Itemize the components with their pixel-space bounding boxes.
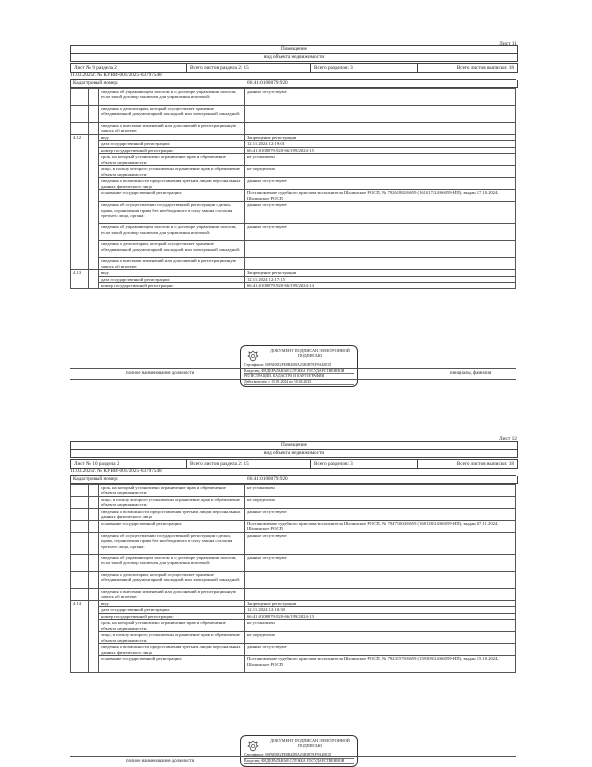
stamp-details: Сертификат: 00F6E8E2FE8B4D8A23B3B7EF9A4BCD Владелец: ФЕДЕРАЛЬНАЯ СЛУЖБА ГОСУДАРСТВЕННОЙ РЕГИСТРАЦИИ, КАДАСТРА И КАРТОГРАФИИ Действителен: с 15.01.2024 по 10.04.2025 <box>244 363 354 385</box>
table-row: номер государственной регистрации: 66:41:0108079:920-66/199/2024-13 <box>71 613 516 619</box>
header-title: Помещение <box>71 46 517 54</box>
stamp-title: ДОКУМЕНТ ПОДПИСАН ЭЛЕКТРОННОЙ ПОДПИСЬЮ <box>270 348 350 358</box>
total-sheets-extract: Всего листов выписки: 18 <box>456 461 514 467</box>
total-sheets-section: Всего листов раздела 2: 15 <box>187 460 311 468</box>
table-row: сведения об управляющем залогом и о договоре управления залогом, если такой договор заключен для управления ипотекой: данные отсутствуют <box>71 89 516 106</box>
document-page-2 <box>0 432 592 767</box>
header-subtitle: вид объекта недвижимости <box>263 450 325 456</box>
date-number: 11.03.2025г. № КУВИ-001/2025-63797548 <box>70 468 516 476</box>
table-row: сведения о возможности предоставления третьим лицам персональных данных физического лица данные отсутствуют <box>71 509 516 521</box>
signature-line <box>70 756 516 767</box>
table-row: 4.12 вид: Запрещение регистрации <box>71 135 516 141</box>
electronic-signature-stamp <box>240 345 358 387</box>
cadastral-label: Кадастровый номер: <box>73 476 119 482</box>
table-row: номер государственной регистрации: 66:41:0108079:920-66/199/2024-15 <box>71 147 516 153</box>
sheet-label: Лист 12 <box>498 436 517 442</box>
sheet-in-section: Лист № 9 раздела 2 <box>71 64 187 72</box>
table-row: сведения о внесении изменений или дополнений в регистрационную запись об ипотеке: <box>71 589 516 601</box>
entry-number: 4.12 <box>71 135 89 270</box>
table-row: лицо, в пользу которого установлены ограничение прав и обременение объекта недвижимости: не определено <box>71 497 516 509</box>
sheet-in-section: Лист № 10 раздела 2 <box>71 460 187 468</box>
initials-caption: инициалы, фамилия <box>450 371 492 376</box>
table-row: сведения о депозитарии, который осуществляет хранение обездвиженной документарной закладной или электронной закладной: <box>71 241 516 258</box>
table-row: 4.13 вид: Запрещение регистрации <box>71 270 516 276</box>
stamp-title: ДОКУМЕНТ ПОДПИСАН ЭЛЕКТРОННОЙ ПОДПИСЬЮ <box>270 738 350 748</box>
table-row: срок, на который установлено ограничение прав и обременение объекта недвижимости: не установлен <box>71 620 516 632</box>
table-row: сведения о депозитарии, который осуществляет хранение обездвиженной документарной закладной или электронной закладной: <box>71 572 516 589</box>
object-header <box>70 45 518 62</box>
table-row: 4.14 вид: Запрещение регистрации <box>71 601 516 607</box>
position-caption: полное наименование должности <box>126 759 195 764</box>
cadastral-value: 66:41:0108079:920 <box>247 476 288 482</box>
table-row: срок, на который установлено ограничение прав и обременение объекта недвижимости: не установлен <box>71 485 516 497</box>
cadastral-number-row <box>70 80 518 88</box>
total-sections: Всего разделов: 3 <box>311 460 418 468</box>
coat-of-arms-icon <box>247 740 259 752</box>
position-caption: полное наименование должности <box>126 371 195 376</box>
table-row: дата государственной регистрации: 12.11.2024 12:10:30 <box>71 607 516 613</box>
sheet-label: Лист 11 <box>499 41 517 47</box>
header-subtitle: вид объекта недвижимости <box>263 54 325 60</box>
table-row: сведения о возможности предоставления третьим лицам персональных данных физического лица данные отсутствуют <box>71 178 516 190</box>
cadastral-label: Кадастровый номер: <box>73 80 119 86</box>
entry-number: 4.14 <box>71 601 89 673</box>
encumbrance-table-1 <box>70 88 516 289</box>
object-header <box>70 441 518 458</box>
total-sheets-extract: Всего листов выписки: 18 <box>456 65 514 71</box>
date-number: 11.03.2025г. № КУВИ-001/2025-63797548 <box>70 72 516 80</box>
table-row: лицо, в пользу которого установлены ограничение прав и обременение объекта недвижимости: не определено <box>71 632 516 644</box>
table-row: сведения о депозитарии, который осуществляет хранение обездвиженной документарной закладной или электронной закладной: <box>71 106 516 123</box>
table-row: сведения о внесении изменений или дополнений в регистрационную запись об ипотеке: <box>71 258 516 270</box>
encumbrance-table-2 <box>70 484 516 673</box>
stamp-details: Сертификат: 00F6E8E2FE8B4D8A23B3B7EF9A4BCD Владелец: ФЕДЕРАЛЬНАЯ СЛУЖБА ГОСУДАРСТВЕННОЙ <box>244 753 354 764</box>
entry-number: 4.13 <box>71 270 89 289</box>
table-row: сведения об управляющем залогом и о договоре управления залогом, если такой договор заключен для управления ипотекой: данные отсутствуют <box>71 555 516 572</box>
cadastral-value: 66:41:0108079:920 <box>247 80 288 86</box>
table-row: сведения об осуществлении государственной регистрации сделки, права, ограничения права без необходимого в силу закона согласия третьего лица, органа: данные отсутствуют <box>71 533 516 555</box>
table-row: срок, на который установлено ограничение прав и обременение объекта недвижимости: не установлен <box>71 154 516 166</box>
table-row: дата государственной регистрации: 12.11.2024 12:17:15 <box>71 276 516 282</box>
table-row: сведения о возможности предоставления третьим лицам персональных данных физического лица данные отсутствуют <box>71 644 516 656</box>
table-row: основание государственной регистрации: Постановление судебного пристава-исполнителя Шалинское РОСП, № 79471004/6659 (168138/24/66059-ИП), выдан 07.11.2024, Шалинское РОСП <box>71 521 516 533</box>
cadastral-number-row <box>70 476 518 484</box>
table-row: номер государственной регистрации: 66:41:0108079:920-66/199/2024-14 <box>71 283 516 289</box>
total-sections: Всего разделов: 3 <box>311 64 418 72</box>
table-row: сведения об управляющем залогом и о договоре управления залогом, если такой договор заключен для управления ипотекой: данные отсутствуют <box>71 224 516 241</box>
total-sheets-section: Всего листов раздела 2: 15 <box>187 64 311 72</box>
coat-of-arms-icon <box>247 350 259 362</box>
table-row: основание государственной регистрации: Постановление судебного пристава-исполнителя Шалинское РОСП, № 79261882/6659 (161017/24/66059-ИП), выдан 17.10.2024, Шалинское РОСП <box>71 190 516 202</box>
header-title: Помещение <box>71 442 517 450</box>
table-row: основание государственной регистрации: Постановление судебного пристава-исполнителя Шалинское РОСП, № 79231570/6659 (159309/24/66059-ИП), выдан 15.10.2024, Шалинское РОСП <box>71 656 516 673</box>
table-row: дата государственной регистрации: 12.11.2024 12:19:01 <box>71 141 516 147</box>
table-row: сведения о внесении изменений или дополнений в регистрационную запись об ипотеке: <box>71 123 516 135</box>
table-row: сведения об осуществлении государственной регистрации сделки, права, ограничения права без необходимого в силу закона согласия третьего лица, органа: данные отсутствуют <box>71 202 516 224</box>
signature-line <box>70 368 516 380</box>
table-row: лицо, в пользу которого установлены ограничение прав и обременение объекта недвижимости: не определено <box>71 166 516 178</box>
